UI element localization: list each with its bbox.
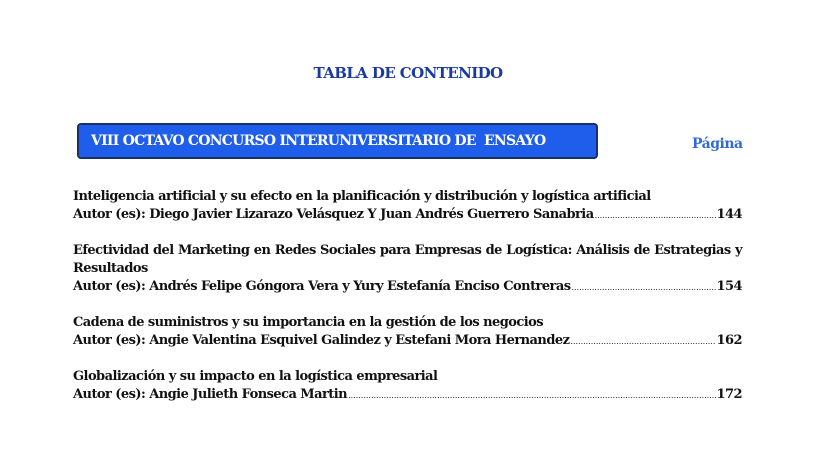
entry-title[interactable]: Cadena de suministros y su importancia en la gestión de los negocios [73, 315, 544, 330]
toc-title: TABLA DE CONTENIDO [313, 64, 503, 82]
toc-entry[interactable] [73, 314, 742, 351]
entry-page-number[interactable]: 154 [716, 279, 742, 294]
entry-author-line [73, 278, 742, 297]
dot-leader [595, 207, 716, 225]
section-banner [77, 123, 598, 159]
entry-page-number[interactable]: 144 [716, 207, 742, 222]
entry-author: Autor (es): Angie Julieth Fonseca Martin [73, 387, 348, 402]
dot-leader [571, 279, 715, 297]
toc-entry[interactable] [73, 188, 742, 225]
entry-author-line [73, 386, 742, 405]
entry-title[interactable]: Efectividad del Marketing en Redes Sociales para Empresas de Logística: Análisis de Estrategias y Resultados [73, 243, 742, 276]
entry-page-number[interactable]: 162 [716, 333, 742, 348]
toc-entry[interactable] [73, 242, 742, 297]
section-banner-label: VIII OCTAVO CONCURSO INTERUNIVERSITARIO DE ENSAYO [91, 133, 546, 149]
entry-title[interactable]: Globalización y su impacto en la logística empresarial [73, 369, 438, 384]
entry-author: Autor (es): Diego Javier Lizarazo Velásquez Y Juan Andrés Guerrero Sanabria [73, 207, 594, 222]
dot-leader [348, 387, 715, 405]
entry-author: Autor (es): Andrés Felipe Góngora Vera y Yury Estefanía Enciso Contreras [73, 279, 571, 294]
entry-title[interactable]: Inteligencia artificial y su efecto en la planificación y distribución y logística artificial [73, 189, 651, 204]
toc-entries [73, 188, 742, 422]
entry-author: Autor (es): Angie Valentina Esquivel Galindez y Estefani Mora Hernandez [73, 333, 570, 348]
entry-author-line [73, 206, 742, 225]
toc-entry[interactable] [73, 368, 742, 405]
entry-page-number[interactable]: 172 [716, 387, 742, 402]
entry-author-line [73, 332, 742, 351]
page-column-header: Página [692, 136, 743, 152]
dot-leader [570, 333, 715, 351]
